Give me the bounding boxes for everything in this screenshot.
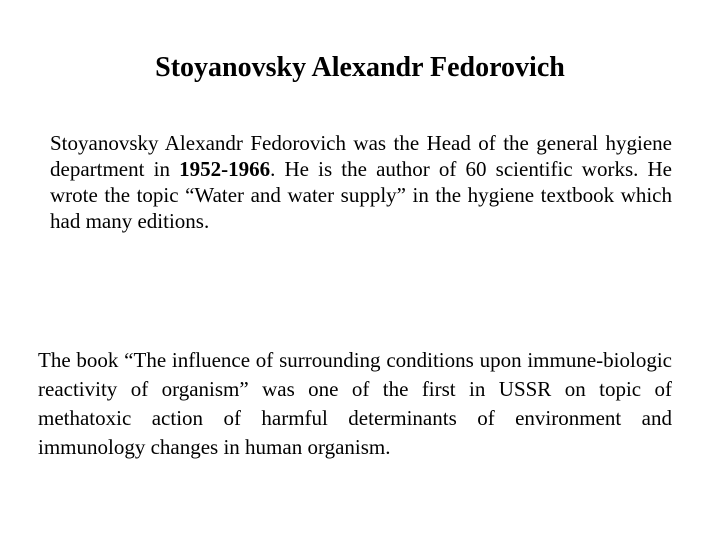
tenure-years: 1952-1966 (179, 157, 271, 181)
slide-title: Stoyanovsky Alexandr Fedorovich (155, 52, 565, 83)
biography-paragraph (50, 130, 672, 234)
book-paragraph: The book “The influence of surrounding conditions upon immune-biologic reactivity of organism” was one of the first in USSR on topic of methatoxic action of harmful determinants of environment and immunology changes in human organism. (38, 348, 672, 459)
person-name: Stoyanovsky Alexandr Fedorovich (50, 131, 346, 155)
biography-text-part-1: was the Head of the general hygiene department in (50, 131, 672, 181)
biography-text-part-2: . He is the author of 60 scientific works. He wrote the topic “Water and water supply” in the hygiene textbook which had many editions. (50, 157, 672, 233)
